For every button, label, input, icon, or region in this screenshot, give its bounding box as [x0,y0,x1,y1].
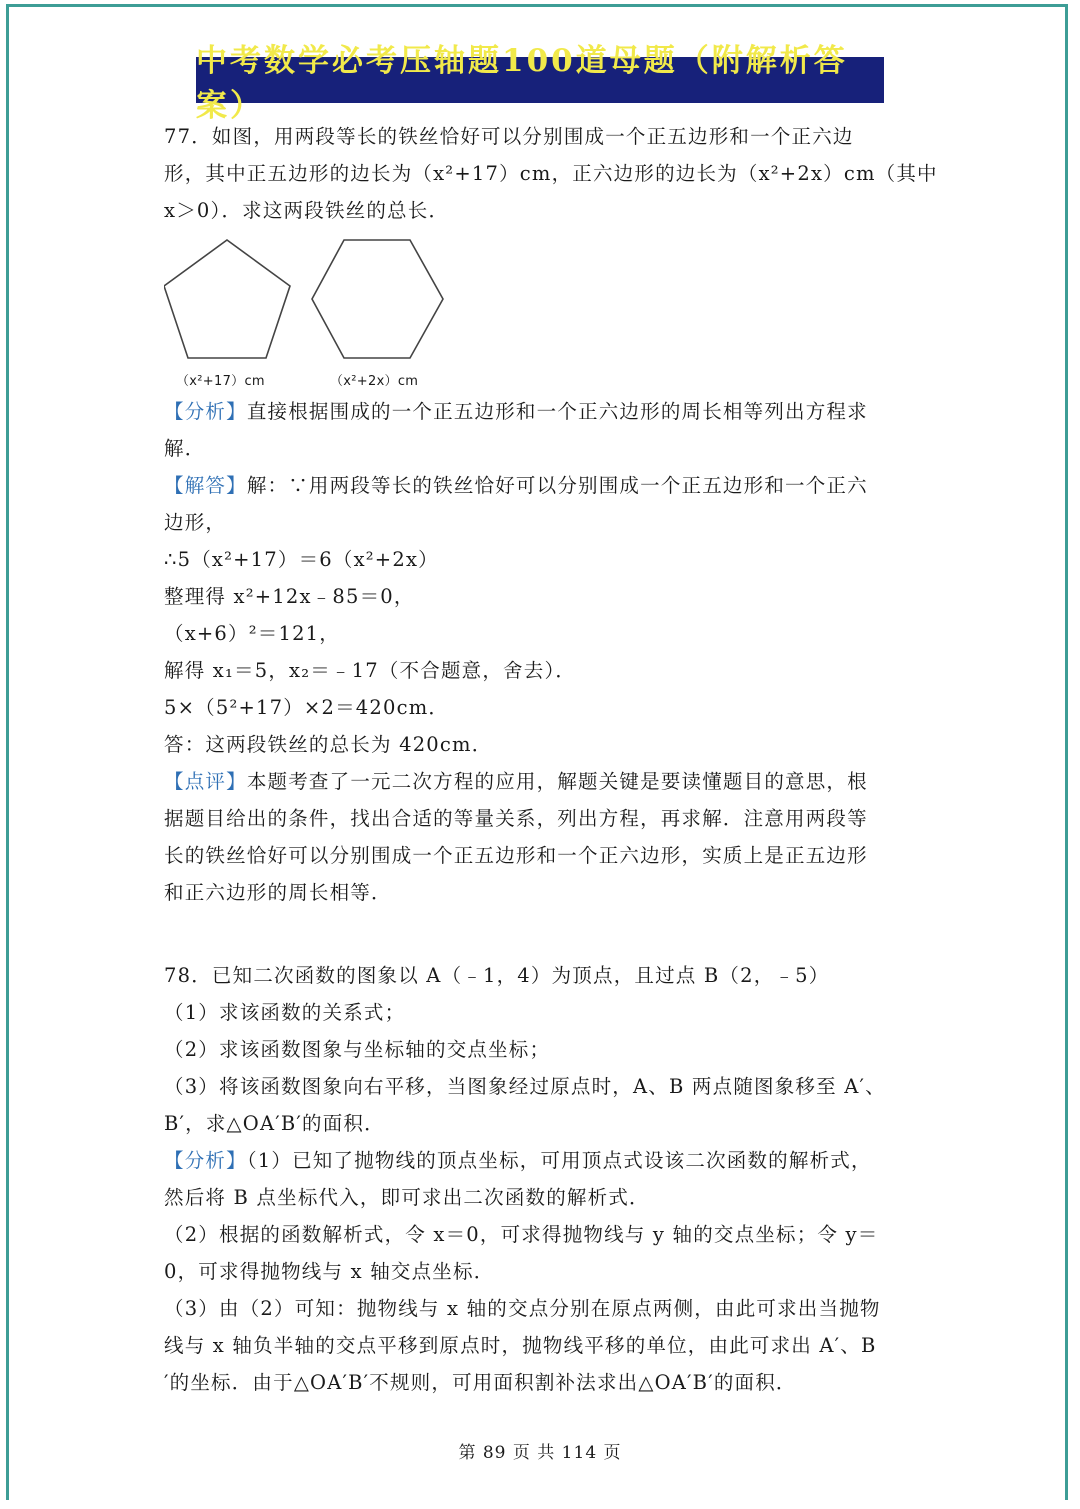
q78-analysis-line [164,1142,920,1179]
q78-line: （3）将该函数图象向右平移，当图象经过原点时，A、B 两点随图象移至 A′、 [164,1075,886,1098]
q77-analysis-line: 解． [164,437,206,460]
q78-analysis-line: （2）根据的函数解析式，令 x＝0，可求得抛物线与 y 轴的交点坐标；令 y＝ [164,1223,879,1246]
answer-tag: 【解答】 [164,474,247,497]
q77-analysis-line [164,393,920,430]
q78-line: （2）求该函数图象与坐标轴的交点坐标； [164,1038,551,1061]
q78-line: （1）求该函数的关系式； [164,1001,406,1024]
q78-analysis-line: （3）由（2）可知：抛物线与 x 轴的交点分别在原点两侧，由此可求出当抛物 [164,1297,881,1320]
q78-analysis-line: 然后将 B 点坐标代入，即可求出二次函数的解析式． [164,1186,650,1209]
answer-text: 解：∵用两段等长的铁丝恰好可以分别围成一个正五边形和一个正六 [246,474,868,497]
q77-line: 形，其中正五边形的边长为（x²+17）cm，正六边形的边长为（x²+2x）cm（其中 [164,162,938,185]
q78-analysis-line: 线与 x 轴负半轴的交点平移到原点时，抛物线平移的单位，由此可求出 A′、B [164,1334,877,1357]
spacer [164,911,920,947]
analysis-tag: 【分析】 [164,1149,247,1172]
q77-comment-line: 据题目给出的条件，找出合适的等量关系，列出方程，再求解．注意用两段等 [164,807,868,830]
title-banner [196,43,884,124]
q77-comment-line [164,763,920,800]
polygon-figures [164,233,464,363]
q77-answer-line: 解得 x₁＝5，x₂＝﹣17（不合题意，舍去）． [164,659,577,682]
comment-text: 本题考查了一元二次方程的应用，解题关键是要读懂题目的意思，根 [246,770,868,793]
q77-answer-line: 边形， [164,511,227,534]
q77-answer-line: ∴5（x²+17）＝6（x²+2x） [164,548,439,571]
q77-answer-line: 答：这两段铁丝的总长为 420cm． [164,733,493,756]
spacer [164,947,920,957]
analysis-text: 直接根据围成的一个正五边形和一个正六边形的周长相等列出方程求 [246,400,868,423]
hexagon-shape [312,240,443,358]
comment-tag: 【点评】 [164,770,247,793]
q78-analysis-line: 0，可求得抛物线与 x 轴交点坐标． [164,1260,495,1283]
page-footer: 第 89 页 共 114 页 [458,1443,622,1463]
pentagon-shape [164,240,290,358]
q77-answer-line: （x+6）²＝121， [164,622,340,645]
q77-figure [164,233,920,391]
q77-comment-line: 和正六边形的周长相等． [164,881,392,904]
analysis-text: （1）已知了抛物线的顶点坐标，可用顶点式设该二次函数的解析式， [246,1149,872,1172]
hexagon-label: （x²+2x）cm [330,374,419,389]
content [164,118,938,1401]
q77-answer-line: 5×（5²+17）×2＝420cm． [164,696,450,719]
page-title: 中考数学必考压轴题100道母题（附解析答案） [196,43,848,124]
q78-line: 78．已知二次函数的图象以 A（﹣1，4）为顶点，且过点 B（2，﹣5） [164,964,830,987]
pentagon-label: （x²+17）cm [176,374,265,389]
q77-comment-line: 长的铁丝恰好可以分别围成一个正五边形和一个正六边形，实质上是正五边形 [164,844,868,867]
q77-answer-line: 整理得 x²+12x﹣85＝0， [164,585,415,608]
q78-line: B′，求△OA′B′的面积． [164,1112,385,1135]
q77-line: x＞0）．求这两段铁丝的总长． [164,199,450,222]
analysis-tag: 【分析】 [164,400,247,423]
q78-analysis-line: ′的坐标．由于△OA′B′不规则，可用面积割补法求出△OA′B′的面积． [164,1371,797,1394]
q77-line: 77．如图，用两段等长的铁丝恰好可以分别围成一个正五边形和一个正六边 [164,125,854,148]
q77-answer-line [164,467,920,504]
